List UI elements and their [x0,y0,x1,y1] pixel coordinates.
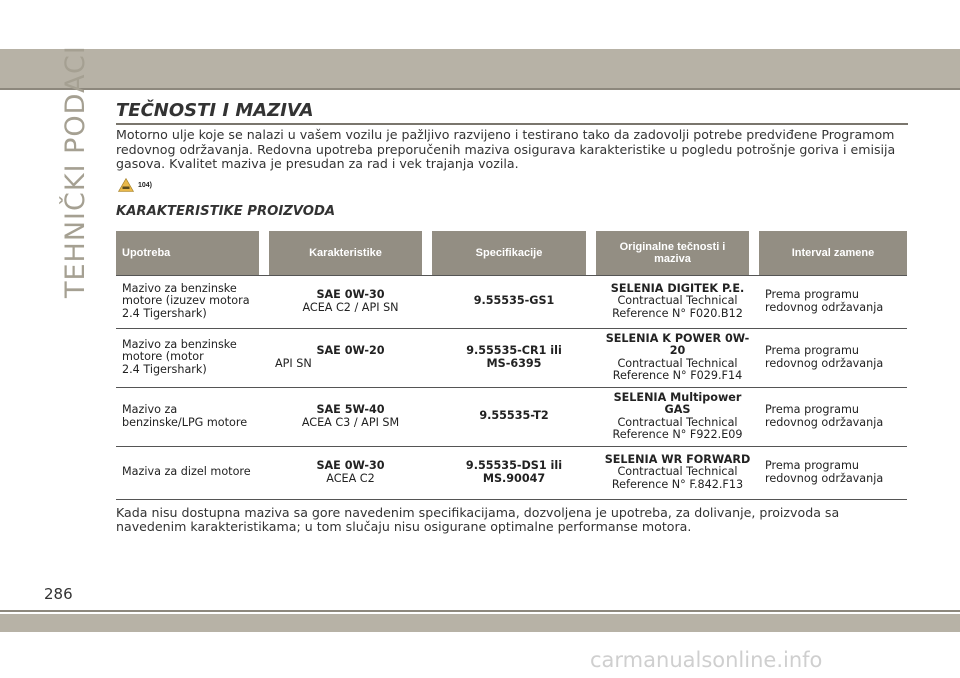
intro-paragraph: Motorno ulje koje se nalazi u vašem vozilu je pažljivo razvijeno i testirano tako da zadovolji potrebe predviđene Programom redovnog održavanja. Redovna upotreba preporučenih maziva osigurava karakteristike u pogledu potrošnje goriva i emisija gasova. Kvalitet maziva je presudan za rad i vek trajanja vozila. [116,127,896,171]
table-row [116,329,907,388]
cell-use: Mazivo za benzinske motore (izuzev motora 2.4 Tigershark) [116,275,269,329]
watermark-text: carmanualsonline.info [590,648,823,672]
warning-reference [118,176,908,194]
page-content [116,100,908,535]
cell-interval: Prema programu redovnog održavanja [759,275,907,329]
cell-original-fluid: SELENIA DIGITEK P.E. Contractual Technical Reference N° F020.B12 [596,275,759,329]
header-originalne-tecnosti: Originalne tečnosti i maziva [596,231,759,275]
cell-original-fluid: SELENIA WR FORWARD Contractual Technical Reference N° F.842.F13 [596,447,759,500]
subsection-title: KARAKTERISTIKE PROIZVODA [116,203,336,219]
table-row [116,388,907,447]
cell-characteristics: SAE 0W-30 ACEA C2 [269,447,432,500]
table-row [116,275,907,329]
side-chapter-title: TEHNIČKI PODACI [60,45,91,298]
table-header-row [116,231,907,275]
table-row [116,447,907,500]
cell-characteristics: SAE 0W-30 ACEA C2 / API SN [269,275,432,329]
cell-use: Mazivo za benzinske motore (motor 2.4 Tigershark) [116,329,269,388]
top-decor-line [0,88,960,90]
cell-original-fluid: SELENIA Multipower GAS Contractual Technical Reference N° F922.E09 [596,388,759,447]
cell-specification: 9.55535-GS1 [432,275,596,329]
cell-specification: 9.55535-CR1 ili MS-6395 [432,329,596,388]
cell-use: Maziva za dizel motore [116,447,269,500]
header-specifikacije: Specifikacije [432,231,596,275]
top-decor-band [0,49,960,88]
cell-specification: 9.55535-T2 [432,388,596,447]
cell-characteristics: SAE 5W-40 ACEA C3 / API SM [269,388,432,447]
cell-characteristics: SAE 0W-20 API SN [269,329,432,388]
cell-interval: Prema programu redovnog održavanja [759,329,907,388]
cell-interval: Prema programu redovnog održavanja [759,447,907,500]
section-rule [116,123,908,125]
bottom-decor-band [0,614,960,632]
footer-paragraph: Kada nisu dostupna maziva sa gore navedenim specifikacijama, dozvoljena je upotreba, za dolivanje, proizvoda sa navedenim karakteristikama; u tom slučaju nisu osigurane optimalne performanse motora. [116,504,840,534]
page-number: 286 [44,585,73,603]
warning-ref-number: 104) [138,182,153,189]
header-interval-zamene: Interval zamene [759,231,907,275]
lubricants-table [116,231,907,500]
cell-interval: Prema programu redovnog održavanja [759,388,907,447]
cell-specification: 9.55535-DS1 ili MS.90047 [432,447,596,500]
bottom-decor-line [0,610,960,612]
header-upotreba: Upotreba [116,231,269,275]
cell-use: Mazivo za benzinske/LPG motore [116,388,269,447]
cell-original-fluid: SELENIA K POWER 0W-20 Contractual Technical Reference N° F029.F14 [596,329,759,388]
warning-triangle-icon [118,178,134,192]
header-karakteristike: Karakteristike [269,231,432,275]
section-title: TEČNOSTI I MAZIVA [116,100,314,121]
